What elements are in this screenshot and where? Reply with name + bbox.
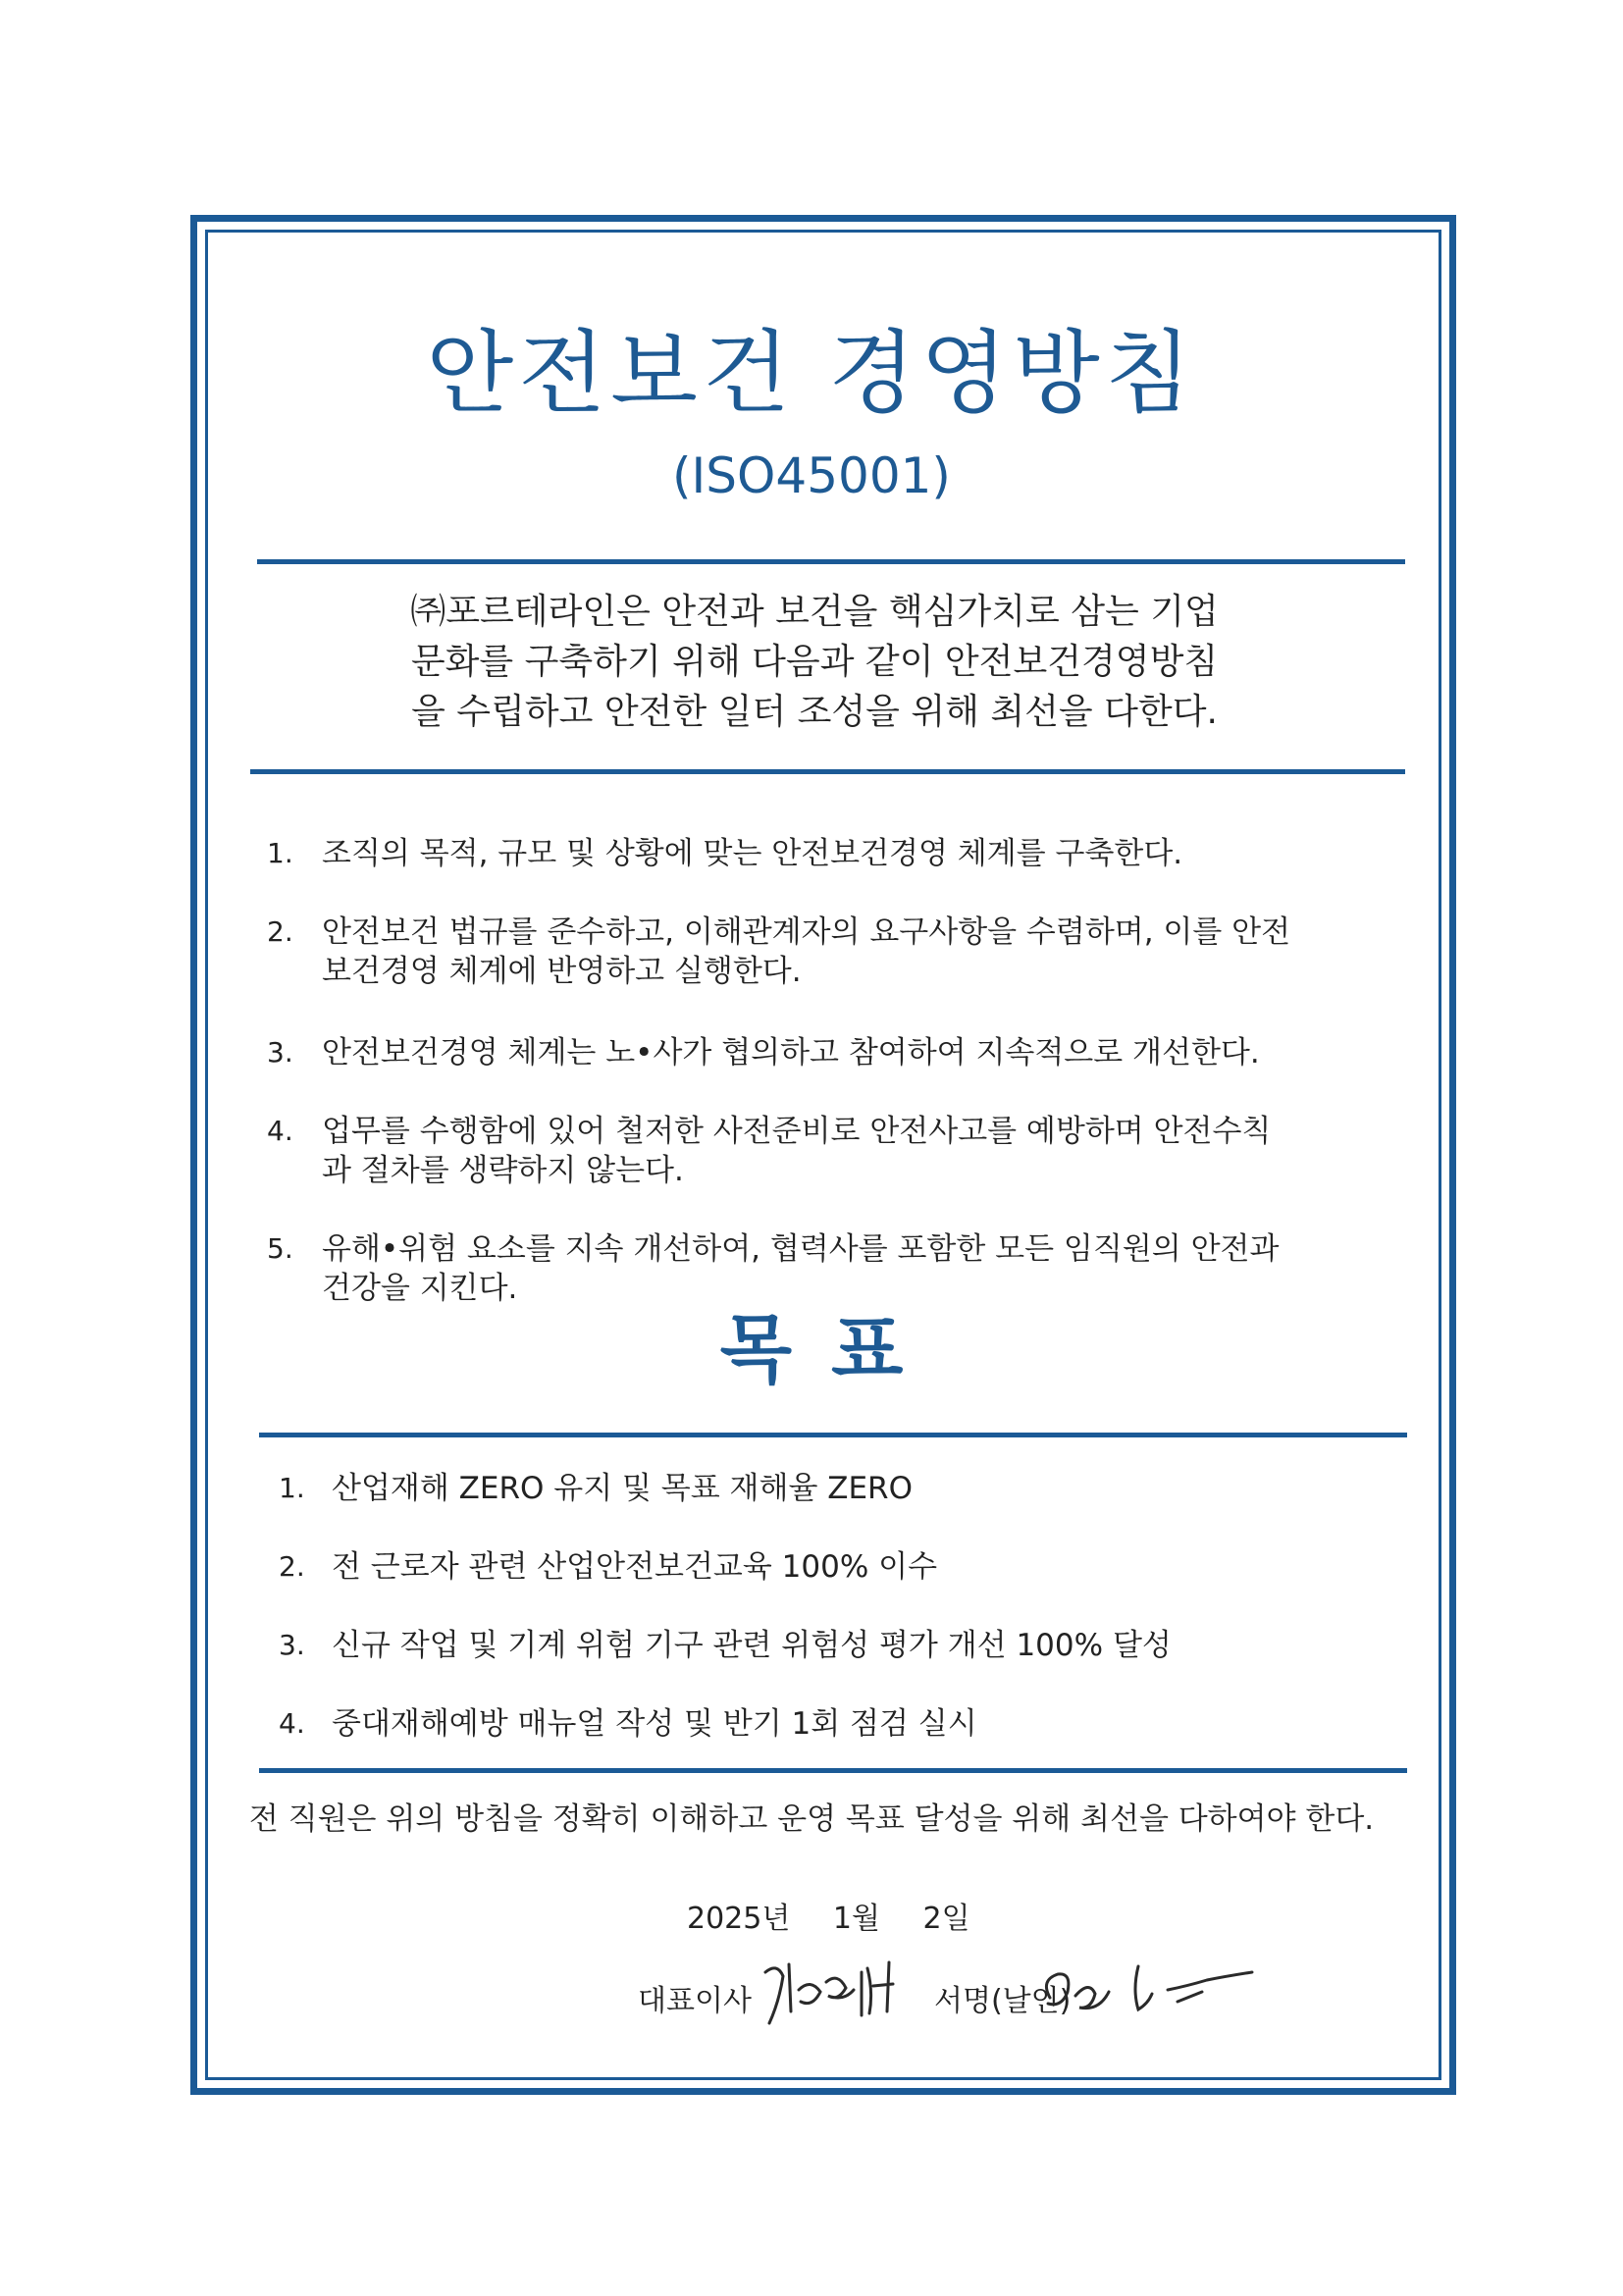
signature-name-glyph xyxy=(756,1943,942,2031)
goal-text: 신규 작업 및 기계 위험 기구 관련 위험성 평가 개선 100% 달성 xyxy=(332,1628,1172,1663)
policy-text: 안전보건경영 체계는 노•사가 협의하고 참여하여 지속적으로 개선한다. xyxy=(322,1035,1260,1070)
divider-intro xyxy=(250,769,1405,774)
goal-number: 3. xyxy=(279,1629,305,1661)
policy-number: 3. xyxy=(267,1036,293,1069)
policy-number: 5. xyxy=(267,1232,293,1265)
divider-bottom xyxy=(259,1768,1407,1773)
date-day: 2일 xyxy=(922,1902,970,1936)
handwritten-signature-mark xyxy=(1030,1951,1266,2037)
intro-line: 을 수립하고 안전한 일터 조성을 위해 최선을 다한다. xyxy=(411,692,1218,732)
policy-number: 4. xyxy=(267,1115,293,1147)
policy-text xyxy=(322,1229,1391,1308)
goal-number: 2. xyxy=(279,1550,305,1583)
goal-text: 중대재해예방 매뉴얼 작성 및 반기 1회 점검 실시 xyxy=(332,1706,977,1742)
document-subtitle: (ISO45001) xyxy=(672,447,951,504)
goal-number: 4. xyxy=(279,1707,305,1740)
intro-line: ㈜포르테라인은 안전과 보건을 핵심가치로 삼는 기업 xyxy=(410,592,1219,632)
divider-goals xyxy=(259,1433,1407,1437)
policy-text xyxy=(322,913,1391,991)
seal-label: 서명(날인) xyxy=(934,1984,1072,2018)
handwritten-signature xyxy=(756,1943,942,2039)
policy-line: 유해•위험 요소를 지속 개선하여, 협력사를 포함한 모든 임직원의 안전과 xyxy=(322,1231,1280,1267)
goals-heading: 목표 xyxy=(719,1306,943,1393)
document-date xyxy=(687,1894,1004,1937)
policy-line: 건강을 지킨다. xyxy=(322,1271,518,1306)
policy-line: 과 절차를 생략하지 않는다. xyxy=(322,1153,684,1188)
goal-text: 전 근로자 관련 산업안전보건교육 100% 이수 xyxy=(332,1549,938,1585)
policy-text xyxy=(322,1112,1391,1190)
policy-line: 안전보건 법규를 준수하고, 이해관계자의 요구사항을 수렴하며, 이를 안전 xyxy=(322,914,1291,950)
representative-label: 대표이사 xyxy=(638,1984,752,2018)
date-year: 2025년 xyxy=(687,1902,791,1936)
policy-line: 보건경영 체계에 반영하고 실행한다. xyxy=(322,954,802,989)
policy-number: 1. xyxy=(267,837,293,869)
document-title: 안전보건 경영방침 xyxy=(426,321,1197,426)
divider-top xyxy=(257,559,1405,564)
goal-number: 1. xyxy=(279,1472,305,1504)
policy-number: 2. xyxy=(267,915,293,948)
date-month: 1월 xyxy=(832,1902,880,1936)
policy-line: 업무를 수행함에 있어 철저한 사전준비로 안전사고를 예방하며 안전수칙 xyxy=(322,1114,1272,1149)
intro-paragraph xyxy=(363,587,1266,737)
intro-line: 문화를 구축하기 위해 다음과 같이 안전보건경영방침 xyxy=(410,642,1219,682)
policy-text: 조직의 목적, 규모 및 상황에 맞는 안전보건경영 체계를 구축한다. xyxy=(322,836,1183,871)
closing-statement: 전 직원은 위의 방침을 정확히 이해하고 운영 목표 달성을 위해 최선을 다하여야 한다. xyxy=(248,1801,1375,1837)
goal-text: 산업재해 ZERO 유지 및 목표 재해율 ZERO xyxy=(332,1471,914,1506)
